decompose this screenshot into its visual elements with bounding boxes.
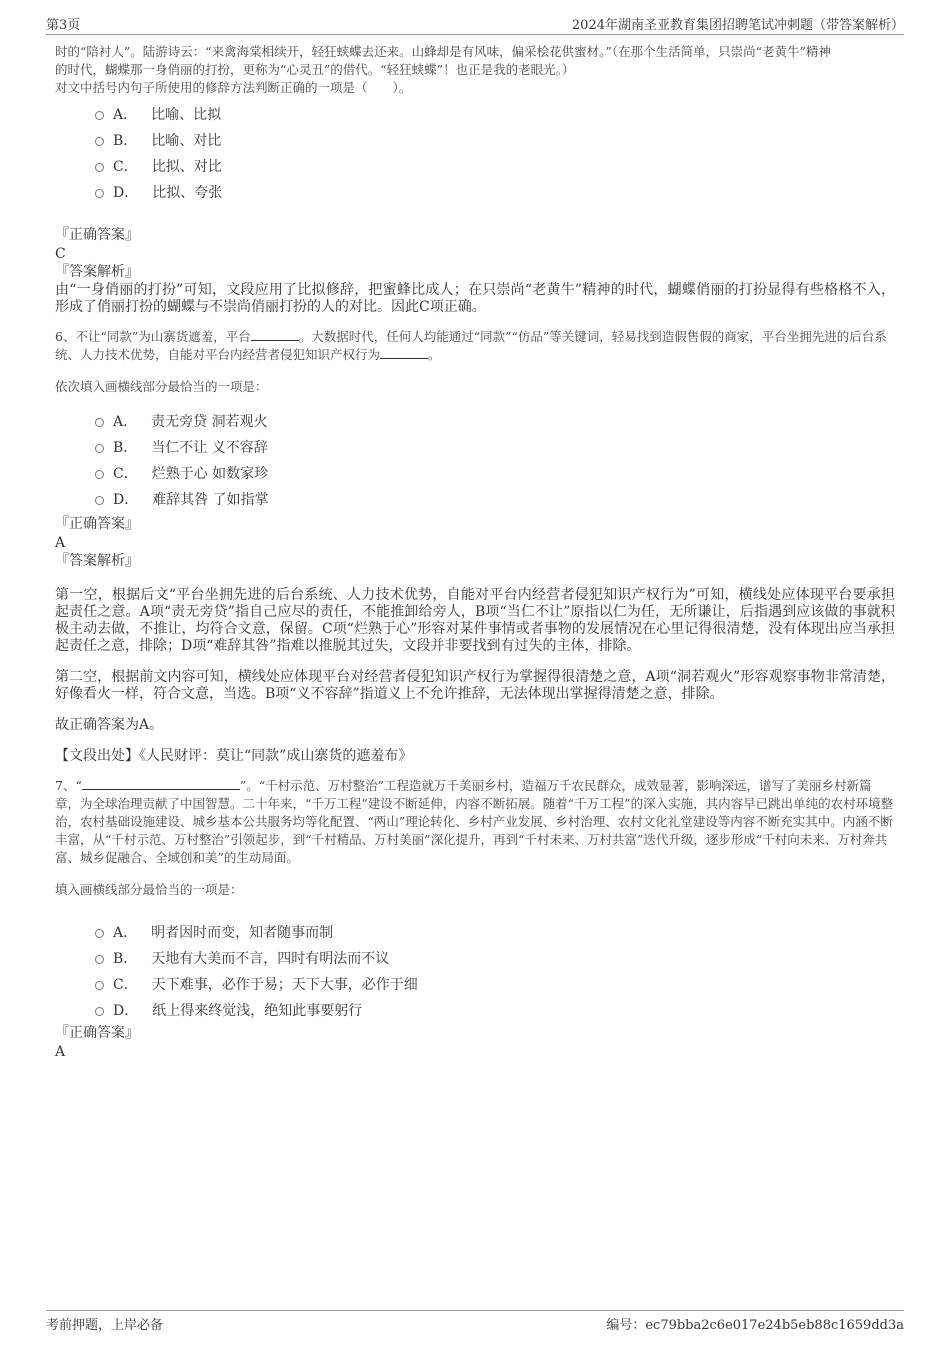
radio-icon[interactable] <box>95 137 104 146</box>
radio-icon[interactable] <box>95 1007 104 1016</box>
passage-source: 【文段出处】《人民财评：莫让“同款”成山寨货的遮羞布》 <box>55 748 413 764</box>
analysis-paragraph-3: 故正确答案为A。 <box>55 717 164 733</box>
answer-label: 『正确答案』 <box>55 516 139 532</box>
analysis-paragraph-2: 第二空，根据前文内容可知，横线处应体现平台对经营者侵犯知识产权行为掌握得很清楚之意，A项“洞若观火”形容观察事物非常清楚，好像看火一样，符合文意，当选。B项“义不容辞”指道义上不允许推辞，无法体现出掌握得清楚之意，排除。 <box>55 669 895 702</box>
radio-icon[interactable] <box>95 470 104 479</box>
page-content <box>55 43 895 1061</box>
question-stem: 7、“ ”。“千村示范、万村整治”工程造就万千美丽乡村，造福万千农民群众，成效显著，影响深远，谱写了美丽乡村新篇章，为全球治理贡献了中国智慧。二十年来，“千万工程”建设不断延伸，内容不断拓展。随着“千万工程”的深入实施，其内容早已跳出单纯的农村环境整治，农村基础设施建设、城乡基本公共服务均等化配置、“两山”理论转化、乡村产业发展、乡村治理、农村文化礼堂建设等内容不断充实其中。内涵不断丰富，从“千村示范、万村整治”引领起步，到“千村精品、万村美丽”深化提升，再到“千村未来、万村共富”迭代升级，逐步形成“千村向未来、万村奔共富、城乡促融合、全域创和美”的生动局面。 <box>55 778 894 865</box>
page-header <box>46 14 904 34</box>
option-d[interactable]: D． 难辞其咎 了如指掌 <box>95 487 895 513</box>
question-prompt: 填入画横线部分最恰当的一项是： <box>55 882 243 897</box>
question-prompt: 对文中括号内句子所使用的修辞方法判断正确的一项是（ ）。 <box>55 80 412 95</box>
option-b[interactable]: B． 比喻、对比 <box>95 128 895 154</box>
option-c[interactable]: C． 天下难事，必作于易；天下大事，必作于细 <box>95 972 895 998</box>
analysis-text: 由“一身俏丽的打扮”可知，文段应用了比拟修辞，把蜜蜂比成人；在只崇尚“老黄牛”精神的时代，蝴蝶俏丽的打扮显得有些格格不入，形成了俏丽打扮的蝴蝶与不崇尚俏丽打扮的人的对比。因此C项正确。 <box>55 282 895 315</box>
answer-value: A <box>55 535 66 551</box>
option-list <box>95 920 895 1024</box>
option-c[interactable]: C． 烂熟于心 如数家珍 <box>95 461 895 487</box>
radio-icon[interactable] <box>95 418 104 427</box>
analysis-paragraph-1: 第一空，根据后文“平台坐拥先进的后台系统、人力技术优势，自能对平台内经营者侵犯知识产权行为”可知，横线处应体现平台要承担起责任之意。A项“责无旁贷”指自己应尽的责任，不能推卸给旁人，B项“当仁不让”原指以仁为任，无所谦让，后指遇到应该做的事就积极主动去做，不推让，均符合文意，保留。C项“烂熟于心”形容对某件事情或者事物的发展情况在心里记得很清楚，没有体现出应当承担起责任之意，排除；D项“难辞其咎”指难以推脱其过失，文段并非要找到有过失的主体，排除。 <box>55 587 895 654</box>
answer-label: 『正确答案』 <box>55 1025 139 1041</box>
radio-icon[interactable] <box>95 111 104 120</box>
document-title: 2024年湖南圣亚教育集团招聘笔试冲刺题（带答案解析） <box>571 18 904 33</box>
answer-value: C <box>55 246 66 262</box>
footer-divider <box>46 1310 904 1311</box>
answer-blank <box>251 328 299 341</box>
option-a[interactable]: A． 责无旁贷 洞若观火 <box>95 409 895 435</box>
radio-icon[interactable] <box>95 444 104 453</box>
option-list <box>95 102 895 206</box>
passage-line-2: 的时代，蝴蝶那一身俏丽的打扮，更称为“心灵丑”的借代。“轻狂蛱蝶”！也正是我的老眼光。） <box>55 62 575 77</box>
answer-blank <box>380 346 428 359</box>
question-6 <box>55 328 895 765</box>
question-prompt: 依次填入画横线部分最恰当的一项是： <box>55 379 268 394</box>
analysis-label: 『答案解析』 <box>55 264 139 280</box>
answer-label: 『正确答案』 <box>55 227 139 243</box>
footer-slogan: 考前押题，上岸必备 <box>46 1318 164 1333</box>
document-id: 编号：ec79bba2c6e017e24b5eb88c1659dd3a <box>606 1318 904 1333</box>
option-a[interactable]: A． 明者因时而变，知者随事而制 <box>95 920 895 946</box>
question-stem: 6、不让“同款”为山寨货遮羞，平台 。大数据时代，任何人均能通过“同款”“仿品”等关键词，轻易找到造假售假的商家，平台坐拥先进的后台系统、人力技术优势，自能对平台内经营者侵犯知识产权行为 。 <box>55 329 887 362</box>
option-b[interactable]: B． 天地有大美而不言，四时有明法而不议 <box>95 946 895 972</box>
radio-icon[interactable] <box>95 496 104 505</box>
option-d[interactable]: D． 纸上得来终觉浅，绝知此事要躬行 <box>95 998 895 1024</box>
option-d[interactable]: D． 比拟、夸张 <box>95 180 895 206</box>
answer-value: A <box>55 1044 66 1060</box>
page-number: 第3页 <box>46 18 81 33</box>
option-a[interactable]: A． 比喻、比拟 <box>95 102 895 128</box>
radio-icon[interactable] <box>95 929 104 938</box>
radio-icon[interactable] <box>95 981 104 990</box>
question-5 <box>55 43 895 316</box>
header-divider <box>46 34 904 35</box>
analysis-label: 『答案解析』 <box>55 553 139 569</box>
passage-line-1: 时的“陪衬人”。陆游诗云：“来禽海棠相续开，轻狂蛱蝶去还来。山蜂却是有风味，偏采桧花供蜜材。”（在那个生活简单，只崇尚“老黄牛”精神 <box>55 44 831 59</box>
radio-icon[interactable] <box>95 189 104 198</box>
radio-icon[interactable] <box>95 163 104 172</box>
answer-blank <box>82 777 240 790</box>
option-b[interactable]: B． 当仁不让 义不容辞 <box>95 435 895 461</box>
option-list <box>95 409 895 513</box>
radio-icon[interactable] <box>95 955 104 964</box>
question-7 <box>55 777 895 1061</box>
option-c[interactable]: C． 比拟、对比 <box>95 154 895 180</box>
